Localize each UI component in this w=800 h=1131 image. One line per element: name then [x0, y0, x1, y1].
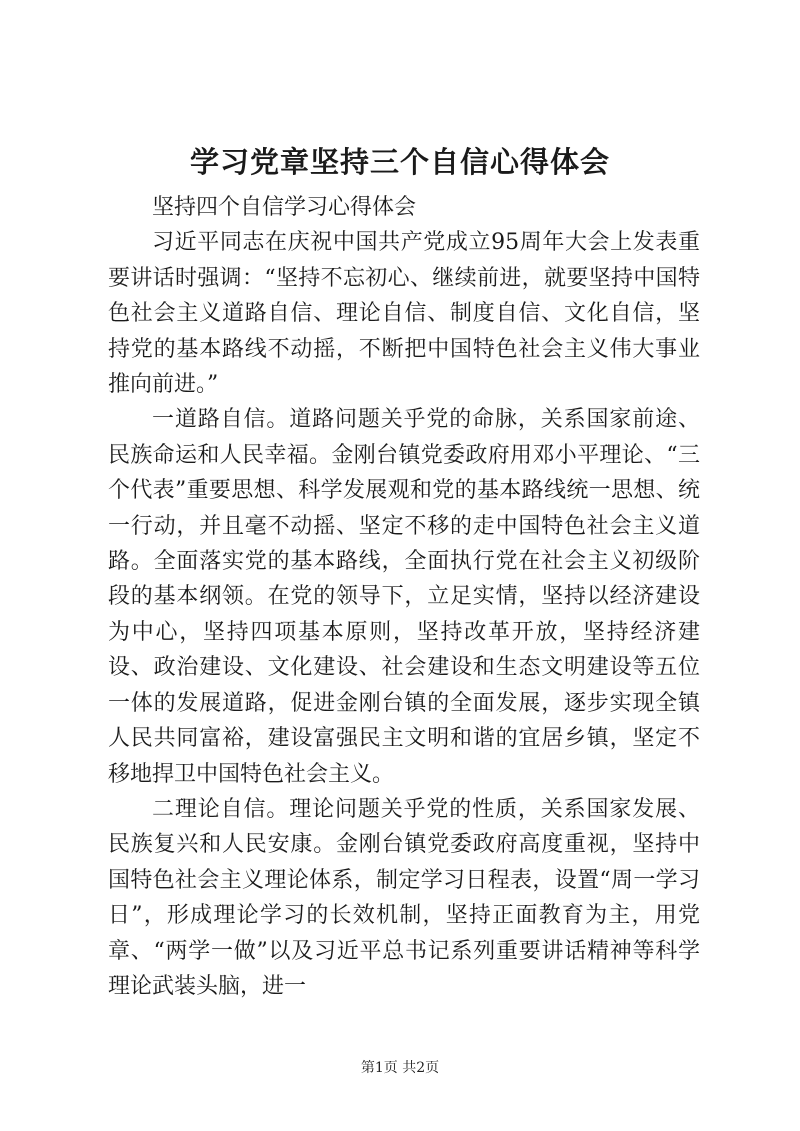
intro-paragraph: 习近平同志在庆祝中国共产党成立95周年大会上发表重要讲话时强调：“坚持不忘初心、继续前进，就要坚持中国特色社会主义道路自信、理论自信、制度自信、文化自信，坚持党的基本路线不动摇，不断把中国特色社会主义伟大事业推向前进。”: [108, 230, 700, 398]
road-confidence-paragraph: 一道路自信。道路问题关乎党的命脉，关系国家前途、民族命运和人民幸福。金刚台镇党委政府用邓小平理论、“三个代表”重要思想、科学发展观和党的基本路线统一思想、统一行动，并且毫不动摇、坚定不移的走中国特色社会主义道路。全面落实党的基本路线，全面执行党在社会主义初级阶段的基本纲领。在党的领导下，立足实情，坚持以经济建设为中心，坚持四项基本原则，坚持改革开放，坚持经济建设、政治建设、文化建设、社会建设和生态文明建设等五位一体的发展道路，促进金刚台镇的全面发展，逐步实现全镇人民共同富裕，建设富强民主文明和谐的宜居乡镇，坚定不移地捍卫中国特色社会主义。: [108, 407, 700, 787]
document-title: 学习党章坚持三个自信心得体会: [189, 145, 610, 179]
page-number-footer: 第1页 共2页: [360, 1060, 440, 1076]
subtitle-paragraph: 坚持四个自信学习心得体会: [152, 195, 417, 220]
theory-confidence-paragraph: 二理论自信。理论问题关乎党的性质，关系国家发展、民族复兴和人民安康。金刚台镇党委政府高度重视，坚持中国特色社会主义理论体系，制定学习日程表，设置“周一学习日”，形成理论学习的长效机制，坚持正面教育为主，用党章、“两学一做”以及习近平总书记系列重要讲话精神等科学理论武装头脑，进一: [108, 796, 700, 999]
document-body: [108, 190, 700, 1004]
